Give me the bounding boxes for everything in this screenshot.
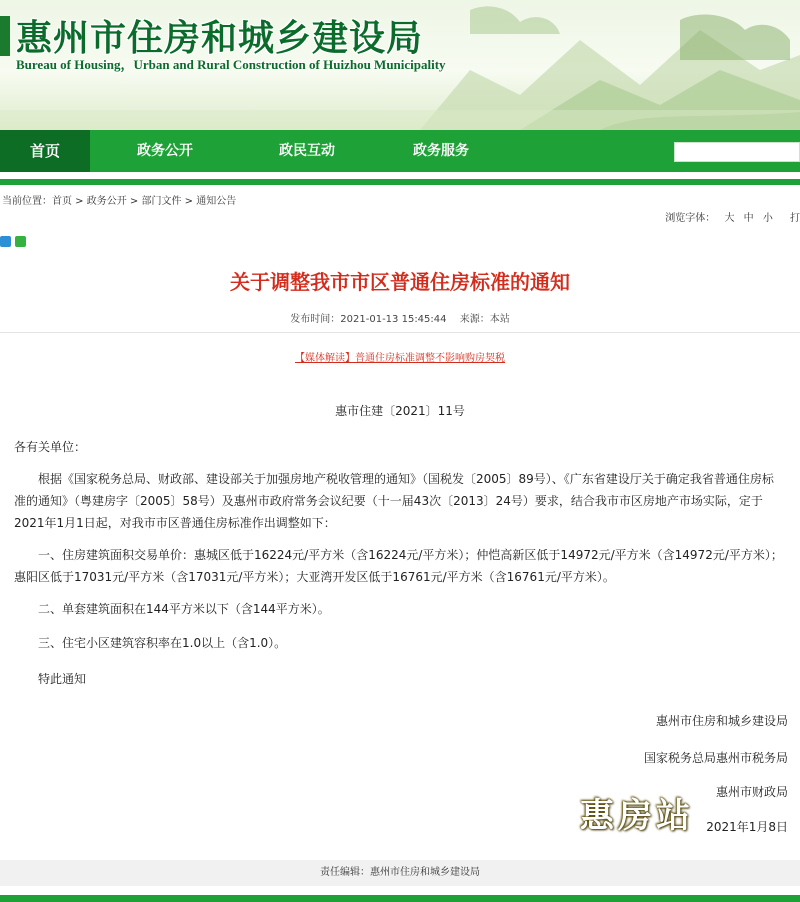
font-size-medium[interactable]: 中 <box>743 213 754 224</box>
interpret-link-wrap <box>0 349 800 364</box>
signature-date: 2021年1月8日 <box>706 820 788 834</box>
title-accent-bar <box>0 16 10 56</box>
print-link[interactable]: 打 <box>790 213 800 224</box>
footer-editor: 责任编辑：惠州市住房和城乡建设局 <box>0 860 800 886</box>
watermark: 惠房站 <box>580 796 694 836</box>
document-number: 惠市住建〔2021〕11号 <box>335 404 465 418</box>
article-meta <box>0 310 800 325</box>
nav-gov-affairs[interactable]: 政务公开 <box>137 143 193 159</box>
share-bar <box>0 236 26 247</box>
paragraph-item-2: 二、单套建筑面积在144平方米以下（含144平方米）。 <box>38 602 330 616</box>
qq-share-icon[interactable] <box>0 236 11 247</box>
nav-home[interactable]: 首页 <box>0 130 90 172</box>
site-title: 惠州市住房和城乡建设局 <box>16 17 424 59</box>
divider <box>0 332 800 333</box>
paragraph-item-1: 一、住房建筑面积交易单价：惠城区低于16224元/平方米（含16224元/平方米）；仲恺高新区低于14972元/平方米（含14972元/平方米）；惠阳区低于17031元/平方米（含17031元/平方米）；大亚湾开发区低于16761元/平方米（含16761元/平方米）。 <box>14 548 783 584</box>
font-size-label: 浏览字体： <box>665 213 716 224</box>
paragraph-item-3: 三、住宅小区建筑容积率在1.0以上（含1.0）。 <box>38 636 287 650</box>
site-subtitle-en: Bureau of Housing，Urban and Rural Construction of Huizhou Municipality <box>16 57 446 72</box>
search-input[interactable] <box>674 142 800 162</box>
nav-services[interactable]: 政务服务 <box>413 143 469 159</box>
footer-bar <box>0 895 800 902</box>
font-size-small[interactable]: 小 <box>762 213 773 224</box>
signature-housing-bureau: 惠州市住房和城乡建设局 <box>655 714 788 728</box>
nav-interaction[interactable]: 政民互动 <box>279 143 335 159</box>
signature-tax-bureau: 国家税务总局惠州市税务局 <box>643 751 788 765</box>
salutation: 各有关单位： <box>14 440 87 454</box>
breadcrumb[interactable]: 当前位置：首页 > 政务公开 > 部门文件 > 通知公告 <box>2 196 237 207</box>
paragraph-intro: 根据《国家税务总局、财政部、建设部关于加强房地产税收管理的通知》（国税发〔2005〕89号）、《广东省建设厅关于确定我省普通住房标准的通知》（粤建房字〔2005〕58号）及惠州市政府常务会议纪要（十一届43次〔2013〕24号）要求，结合我市市区房地产市场实际，定于2021年1月1日起，对我市市区普通住房标准作出调整如下： <box>14 472 774 530</box>
header-banner <box>0 0 800 130</box>
signature-finance-bureau: 惠州市财政局 <box>715 785 788 799</box>
article-title: 关于调整我市市区普通住房标准的通知 <box>230 270 570 294</box>
article-source: 来源：本站 <box>459 314 510 325</box>
font-size-selector <box>659 209 800 224</box>
nav-underline <box>0 179 800 185</box>
publish-time: 发布时间：2021-01-13 15:45:44 <box>290 314 447 325</box>
wechat-share-icon[interactable] <box>15 236 26 247</box>
interpret-link[interactable]: 【媒体解读】普通住房标准调整不影响购房契税 <box>295 353 505 364</box>
font-size-large[interactable]: 大 <box>724 213 735 224</box>
closing-line: 特此通知 <box>38 672 87 686</box>
main-nav <box>0 130 800 172</box>
